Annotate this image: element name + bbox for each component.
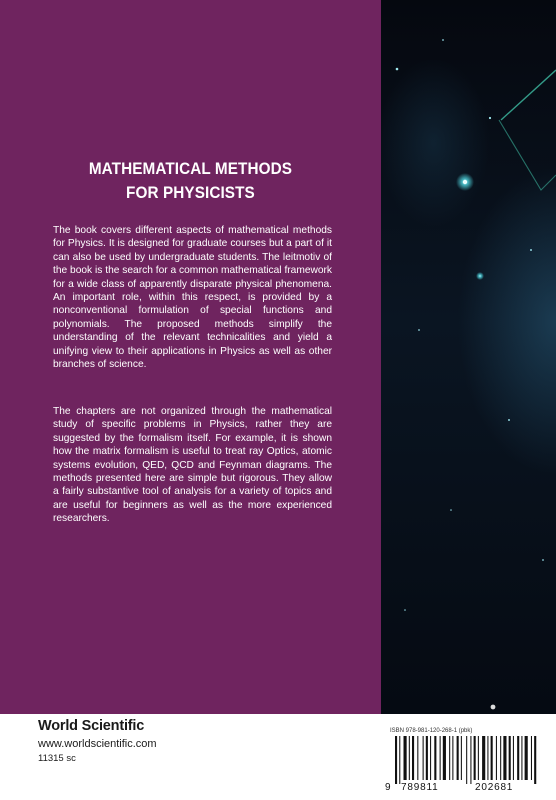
small-star xyxy=(442,39,444,41)
barcode-digit-first: 9 xyxy=(385,782,392,793)
barcode-bar xyxy=(434,736,436,780)
barcode-icon xyxy=(383,736,553,784)
barcode-bar xyxy=(534,736,536,784)
isbn-text: ISBN 978-981-120-268-1 (pbk) xyxy=(390,728,473,734)
small-star xyxy=(491,705,496,710)
small-star xyxy=(542,559,544,561)
barcode-bar xyxy=(404,736,407,780)
publisher-name: World Scientific xyxy=(38,718,145,734)
star-core xyxy=(463,180,467,184)
barcode-bar xyxy=(430,736,431,780)
small-star xyxy=(418,329,420,331)
barcode-bar xyxy=(426,736,428,780)
barcode-bar xyxy=(513,736,514,780)
barcode-area xyxy=(383,724,553,796)
barcode-digits-right: 202681 xyxy=(475,782,514,793)
space-illustration xyxy=(381,0,556,714)
small-star xyxy=(396,68,399,71)
barcode-bar xyxy=(496,736,497,780)
barcode-bar xyxy=(452,736,453,780)
small-star xyxy=(404,609,406,611)
barcode-bar xyxy=(525,736,528,780)
barcode-bar xyxy=(461,736,462,780)
barcode-bar xyxy=(487,736,488,780)
description-paragraph-1: The book covers different aspects of mathematical methods for Physics. It is designed for graduate courses but a part of it can also be used by undergraduate students. The leitmotiv of the book is the search for a common mathematical framework for a wide class of apparently disparate physical phenomena. An important role, within this respect, is provided by a nonconventional formulation of special functions and polynomials. The proposed methods simplify the understanding of the relevant technicalities and yield a unifying view to their applications in Physics as well as other branches of science. xyxy=(53,225,332,371)
title-line-1: MATHEMATICAL METHODS xyxy=(88,159,293,178)
light-streak xyxy=(499,120,556,190)
barcode-bar xyxy=(409,736,410,780)
barcode-bar xyxy=(521,736,522,780)
publisher-url: www.worldscientific.com xyxy=(38,738,157,750)
barcode-bar xyxy=(440,736,441,780)
barcode-bar xyxy=(531,736,532,780)
small-star xyxy=(489,117,491,119)
barcode-bar xyxy=(417,736,418,780)
barcode-bar xyxy=(517,736,519,780)
small-star xyxy=(450,509,452,511)
barcode-bar xyxy=(412,736,414,780)
product-code: 11315 sc xyxy=(38,753,76,764)
space-image xyxy=(381,0,556,714)
barcode-bar xyxy=(482,736,485,780)
barcode-bar xyxy=(474,736,476,780)
barcode-bar xyxy=(466,736,467,784)
small-star xyxy=(508,419,510,421)
small-star xyxy=(476,272,484,280)
barcode-bar xyxy=(509,736,511,780)
barcode-bar xyxy=(470,736,471,784)
barcode-bar xyxy=(478,736,479,780)
barcode-bar xyxy=(449,736,450,780)
barcode-bar xyxy=(395,736,397,784)
barcode-bar xyxy=(423,736,424,780)
book-title xyxy=(19,157,362,205)
barcode-bar xyxy=(503,736,506,780)
barcode-bar xyxy=(500,736,501,780)
barcode-bar xyxy=(399,736,400,784)
barcode-bar xyxy=(491,736,493,780)
barcode-digits-left: 789811 xyxy=(401,782,439,793)
barcode-bar xyxy=(457,736,459,780)
small-star xyxy=(530,249,532,251)
light-streak xyxy=(501,70,556,120)
barcode-bar xyxy=(443,736,446,780)
description-paragraph-2: The chapters are not organized through the mathematical study of specific problems in Physics, rather they are suggested by the formalism itself. For example, it is shown how the matrix formalism is useful to treat ray Optics, atomic systems evolution, QED, QCD and Feynman diagrams. The methods presented here are simple but rigorous. They allow a fairly substantive tool of analysis for a variety of topics and are useful for beginners as well as the more experienced researchers. xyxy=(53,406,332,525)
title-line-2: FOR PHYSICISTS xyxy=(126,183,255,202)
